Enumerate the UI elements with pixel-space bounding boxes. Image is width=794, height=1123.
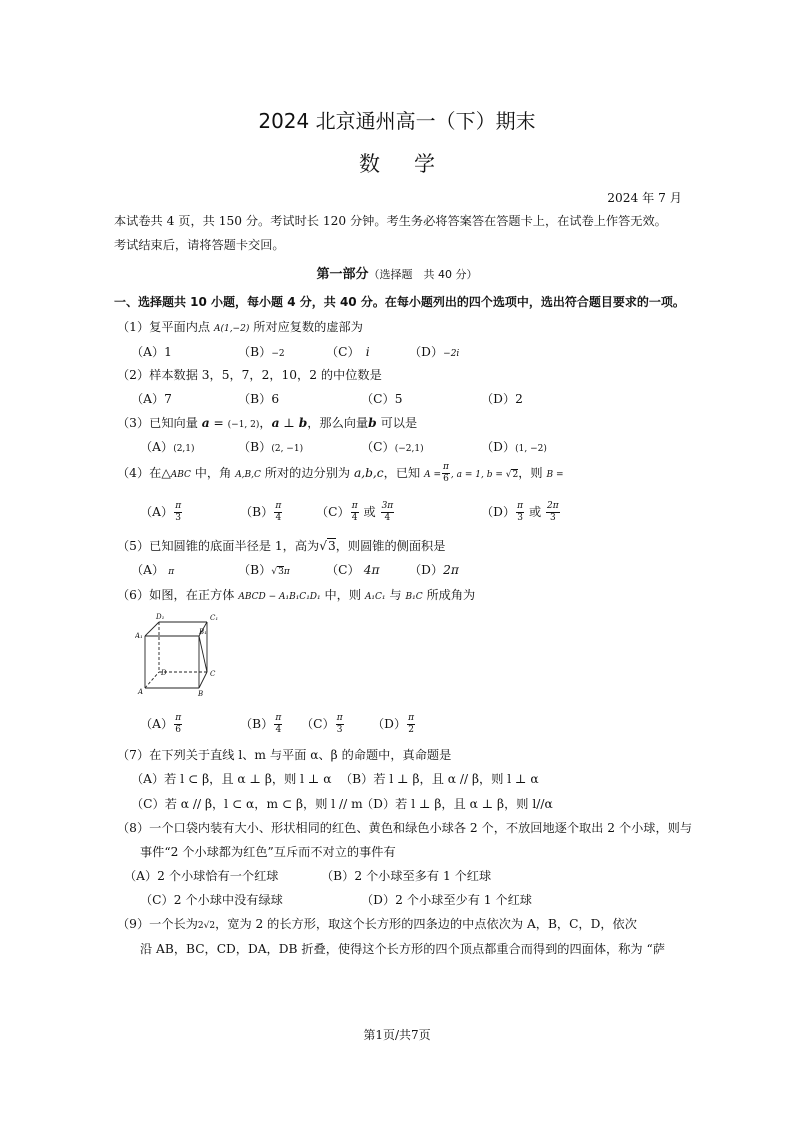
q6-option-a-label: （A） — [140, 717, 174, 731]
fraction-numerator: π — [442, 462, 449, 472]
q3-equals: = — [209, 416, 228, 430]
fraction-denominator: 3 — [517, 513, 523, 523]
question-9-stem-line1 — [117, 915, 637, 932]
q3-perp-b: b — [298, 416, 308, 430]
q3-option-c — [361, 438, 424, 455]
question-8-stem-line2: 事件“2 个小球都为红色”互斥而不对立的事件有 — [140, 845, 396, 859]
q5-option-a-label: （A） — [131, 563, 165, 577]
q4-angles: A,B,C — [235, 470, 261, 480]
q3-option-d-value: (1, −2) — [515, 444, 547, 454]
q4-option-d — [481, 501, 561, 524]
q3-option-b-label: （B） — [238, 440, 272, 454]
fraction-pi-3 — [336, 713, 344, 736]
fraction-pi-3 — [174, 501, 182, 524]
q5-option-c — [326, 561, 379, 578]
q6-stem-part: 与 — [385, 588, 406, 602]
q4-option-a-label: （A） — [140, 505, 174, 519]
q6-stem-part: （6）如图，在正方体 — [117, 588, 239, 602]
q5-option-d — [409, 561, 459, 578]
fraction-denominator: 6 — [443, 474, 449, 484]
fraction-denominator: 2 — [408, 725, 414, 735]
fraction-numerator: π — [517, 501, 524, 511]
q4-option-b — [240, 501, 283, 524]
q3-option-b — [238, 438, 303, 455]
q5-option-a-value: π — [168, 567, 175, 577]
fraction-denominator: 4 — [351, 513, 358, 523]
q3-stem-part: （3）已知向量 — [117, 416, 202, 430]
q1-option-d-value: −2i — [443, 349, 460, 359]
exam-title: 2024 北京通州高一（下）期末 — [258, 109, 536, 133]
q6-line-b1c: B₁C — [405, 592, 423, 602]
q6-stem-part: 中，则 — [320, 588, 365, 602]
q3-vector-a-value: (−1, 2) — [227, 420, 260, 430]
q4-option-d-label: （D） — [481, 505, 516, 519]
q3-perp-sign: ⊥ — [279, 416, 299, 430]
q3-option-b-value: (2, −1) — [271, 444, 304, 454]
q5-sqrt-sign: √ — [271, 567, 278, 577]
q3-option-a — [140, 438, 195, 455]
q6-cube-name: ABCD − A₁B₁C₁D₁ — [238, 592, 321, 602]
q5-option-d-value: 2π — [443, 563, 459, 577]
q3-comma: ， — [259, 416, 272, 430]
q2-option-a: （A）7 — [131, 392, 172, 406]
q5-option-a — [131, 561, 174, 578]
q4-option-b-label: （B） — [240, 505, 274, 519]
question-3-stem — [117, 414, 417, 431]
q1-stem-part: （1）复平面内点 — [117, 320, 214, 334]
q8-option-b: （B）2 个小球至多有 1 个红球 — [321, 869, 492, 883]
q3-option-d — [481, 438, 547, 455]
q1-option-c — [326, 343, 370, 360]
q3-stem-part: 可以是 — [376, 416, 418, 430]
q4-stem-part: 所对的边分别为 — [260, 466, 354, 480]
page-number: 第1页/共7页 — [363, 1028, 431, 1042]
fraction-denominator: 3 — [175, 513, 182, 523]
section-title: 第一部分 — [316, 267, 369, 282]
fraction-numerator: π — [175, 501, 182, 511]
edge-ad — [145, 672, 159, 688]
q6-option-c-label: （C） — [301, 717, 335, 731]
q4-option-a — [140, 501, 183, 524]
vertex-d1: D₁ — [156, 613, 165, 621]
question-8-stem-line1: （8）一个口袋内装有大小、形状相同的红色、黄色和绿色小球各 2 个，不放回地逐个取出 2 个小球，则与 — [117, 821, 693, 835]
cube-figure — [135, 612, 235, 698]
q3-stem-part: ，那么向量 — [307, 416, 369, 430]
q1-option-d — [409, 343, 459, 360]
q7-option-b: （B）若 l ⊥ β，且 α // β，则 l ⊥ α — [340, 772, 539, 786]
fraction-numerator: π — [408, 713, 415, 723]
q5-option-b-label: （B） — [238, 563, 272, 577]
fraction-denominator: 4 — [275, 725, 282, 735]
fraction-numerator: π — [351, 501, 358, 511]
q5-stem-part: ，则圆锥的侧面积是 — [335, 539, 446, 553]
q7-option-a: （A）若 l ⊂ β，且 α ⊥ β，则 l ⊥ α — [131, 772, 332, 786]
q7-option-c: （C）若 α // β，l ⊂ α，m ⊂ β，则 l // m — [131, 797, 363, 811]
q3-vector-a: a — [201, 416, 210, 430]
q1-stem-part: 所对应复数的虚部为 — [249, 320, 363, 334]
question-6-stem — [117, 586, 475, 603]
question-9-stem-line2: 沿 AB，BC，CD，DA，DB 折叠，使得这个长方形的四个顶点都重合而得到的四面体，称为 “萨 — [140, 942, 665, 956]
exam-notice: 本试卷共 4 页，共 150 分。考试时长 120 分钟。考生务必将答案答在答题卡上，在试卷上作答无效。考试结束后，请将答题卡交回。 — [114, 214, 667, 252]
fraction-3pi-4 — [381, 501, 395, 524]
q5-stem-part: （5）已知圆锥的底面半径是 1，高为 — [117, 539, 320, 553]
fraction-numerator: 2π — [547, 501, 559, 511]
diagonal-b1c — [199, 636, 207, 672]
fraction-pi-3 — [516, 501, 524, 524]
question-2-stem: （2）样本数据 3，5，7，2，10，2 的中位数是 — [117, 368, 382, 382]
question-4-stem: （4）在△ABC 中，角 A,B,C 所对的边分别为 a,b,c，已知 A = $\frac{\pi}{6}$ , a = 1, b = √2，则 B = — [117, 462, 564, 484]
q4-known-a: A = — [424, 470, 441, 480]
fraction-numerator: π — [336, 713, 343, 723]
q3-option-d-label: （D） — [481, 440, 516, 454]
vertex-a: A — [138, 688, 144, 696]
q5-option-b — [238, 561, 290, 578]
vertex-b: B — [198, 690, 204, 698]
fraction-numerator: π — [175, 713, 182, 723]
q6-line-a1c1: A₁C₁ — [364, 592, 386, 602]
section-intro: 一、选择题共 10 小题，每小题 4 分，共 40 分。在每小题列出的四个选项中，选出符合题目要求的一项。 — [114, 295, 685, 309]
q1-option-d-label: （D） — [409, 345, 444, 359]
fraction-denominator: 4 — [384, 513, 391, 523]
q5-option-c-label: （C） — [326, 563, 360, 577]
fraction-numerator: 3π — [381, 501, 394, 511]
q1-option-b-value: −2 — [271, 349, 285, 359]
q3-option-a-value: (2,1) — [173, 444, 195, 454]
section-subtitle: （选择题 共 40 分） — [368, 268, 478, 281]
q5-option-b-pi: π — [283, 567, 290, 577]
q3-option-c-value: (−2,1) — [394, 444, 424, 454]
q5-option-c-value: 4π — [363, 563, 380, 577]
q4-b-equals: B = — [546, 470, 564, 480]
q5-option-b-radicand: 3 — [278, 567, 284, 577]
q4-stem-part: （4）在△ — [117, 466, 171, 480]
q8-option-c: （C）2 个小球中没有绿球 — [140, 893, 283, 907]
q2-option-b: （B）6 — [238, 392, 280, 406]
edge-bc — [199, 672, 207, 688]
q1-point: A(1,−2) — [213, 324, 250, 334]
fraction-denominator: 6 — [175, 725, 182, 735]
fraction-2pi-3 — [546, 501, 560, 524]
subject-title: 数学 — [359, 152, 469, 176]
fraction-denominator: 3 — [336, 725, 343, 735]
q1-option-a: （A）1 — [131, 345, 172, 359]
q6-option-c — [301, 713, 345, 736]
q4-sides: a,b,c — [353, 466, 384, 480]
exam-date: 2024 年 7 月 — [607, 191, 682, 205]
fraction-pi-4 — [351, 501, 359, 524]
q8-option-a: （A）2 个小球恰有一个红球 — [124, 869, 279, 883]
fraction-pi-2 — [407, 713, 415, 736]
q4-option-c — [316, 501, 395, 524]
q3-option-a-label: （A） — [140, 440, 174, 454]
fraction-pi-6 — [174, 713, 182, 736]
vertex-b1: B₁ — [199, 628, 207, 636]
q6-option-a — [140, 713, 183, 736]
fraction-pi-4 — [274, 713, 282, 736]
q9-stem-part: （9）一个长为 — [117, 917, 198, 931]
fraction-denominator: 3 — [549, 513, 556, 523]
question-5-stem: （5）已知圆锥的底面半径是 1，高为√3，则圆锥的侧面积是 — [117, 539, 446, 553]
q1-option-c-label: （C） — [326, 345, 360, 359]
vertex-c: C — [210, 670, 216, 678]
q1-option-b-label: （B） — [238, 345, 272, 359]
question-1-stem — [117, 318, 363, 335]
q4-or: 或 — [525, 505, 546, 519]
q6-option-d-label: （D） — [372, 717, 407, 731]
fraction-pi-4 — [274, 501, 282, 524]
q6-stem-part: 所成角为 — [422, 588, 476, 602]
fraction-numerator: π — [275, 713, 282, 723]
q4-triangle: ABC — [170, 470, 191, 480]
q2-option-c: （C）5 — [361, 392, 403, 406]
q2-option-d: （D）2 — [481, 392, 523, 406]
q9-stem-part: ，宽为 2 的长方形，取这个长方形的四条边的中点依次为 A，B，C，D，依次 — [215, 917, 637, 931]
fraction-numerator: π — [275, 501, 282, 511]
q9-length: 2√2 — [197, 921, 216, 931]
q6-option-b — [240, 713, 283, 736]
q3-vector-b: b — [368, 416, 377, 430]
q4-root-2: 2 — [512, 470, 519, 480]
q4-option-c-label: （C） — [316, 505, 350, 519]
vertex-d: D — [161, 669, 167, 677]
question-7-stem: （7）在下列关于直线 l、m 与平面 α、β 的命题中，真命题是 — [117, 748, 452, 762]
q7-option-d: （D）若 l ⊥ β，且 α ⊥ β，则 l//α — [361, 797, 553, 811]
q3-option-c-label: （C） — [361, 440, 395, 454]
vertex-a1: A₁ — [135, 632, 143, 640]
q6-option-d — [372, 713, 416, 736]
q1-option-b — [238, 343, 285, 360]
q3-perp-a: a — [271, 416, 280, 430]
q5-option-d-label: （D） — [409, 563, 444, 577]
q4-fraction-pi-6 — [442, 462, 450, 485]
q1-option-c-value: i — [365, 345, 370, 359]
section-heading — [0, 263, 794, 282]
q4-stem-part: 中，角 — [190, 466, 236, 480]
q4-stem-part: ，已知 — [383, 466, 425, 480]
q6-option-b-label: （B） — [240, 717, 274, 731]
q4-or: 或 — [359, 505, 380, 519]
q5-root-3: 3 — [327, 539, 336, 553]
q4-known-b: , a = 1, b = — [450, 470, 506, 480]
q8-option-d: （D）2 个小球至少有 1 个红球 — [361, 893, 532, 907]
q4-stem-part: ，则 — [518, 466, 547, 480]
fraction-denominator: 4 — [275, 513, 282, 523]
vertex-c1: C₁ — [210, 614, 219, 622]
edge-a1d1 — [145, 622, 159, 636]
